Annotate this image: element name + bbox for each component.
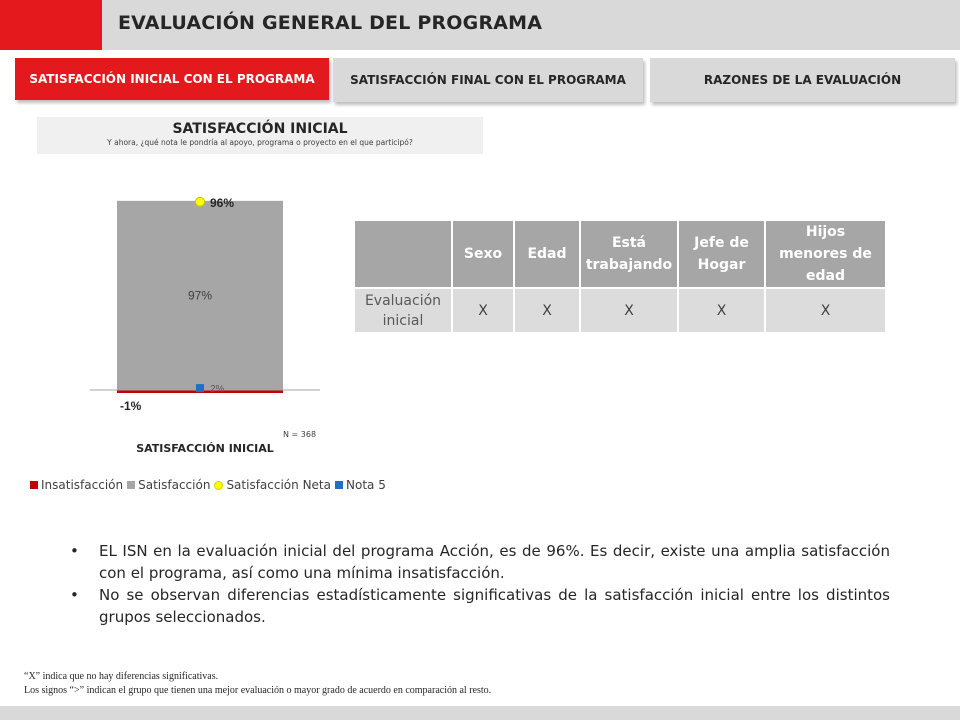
table-header-jefe-hogar: Jefe de Hogar — [678, 221, 765, 288]
legend-swatch — [214, 481, 223, 490]
legend-label: Satisfacción Neta — [226, 478, 331, 492]
legend-item-satisfaccion-neta — [214, 478, 331, 492]
data-label-satisfaccion-neta: 96% — [210, 195, 235, 210]
table-header-sexo: Sexo — [452, 221, 514, 288]
table-row — [355, 288, 885, 332]
tab-satisfaccion-inicial[interactable]: SATISFACCIÓN INICIAL CON EL PROGRAMA — [15, 58, 329, 100]
table-cell: X — [678, 288, 765, 332]
tab-satisfaccion-final[interactable]: SATISFACCIÓN FINAL CON EL PROGRAMA — [333, 58, 643, 102]
table-header-empty — [355, 221, 452, 288]
table-header-trabajando: Está trabajando — [580, 221, 678, 288]
data-label-insatisfaccion: -1% — [120, 399, 142, 413]
legend-item-insatisfaccion — [30, 478, 123, 492]
table-row-label: Evaluación inicial — [355, 288, 452, 332]
table-cell: X — [580, 288, 678, 332]
legend-swatch — [127, 481, 135, 489]
table-header-edad: Edad — [514, 221, 580, 288]
finding-text: EL ISN en la evaluación inicial del programa Acción, es de 96%. Es decir, existe una amplia satisfacción con el programa, así como una mínima insatisfacción. — [99, 542, 890, 582]
marker-nota-5 — [196, 384, 204, 392]
header-accent — [0, 0, 102, 50]
footnote-line: “X” indica que no hay diferencias significativas. — [24, 671, 219, 682]
list-item — [70, 540, 890, 584]
legend-label: Satisfacción — [138, 478, 211, 492]
section-subtitle: Y ahora, ¿qué nota le pondría al apoyo, programa o proyecto en el que participó? — [107, 138, 413, 147]
table-header-row — [355, 221, 885, 288]
legend-swatch — [335, 481, 343, 489]
table-header-hijos: Hijos menores de edad — [765, 221, 885, 288]
chart-category-label: SATISFACCIÓN INICIAL — [136, 442, 274, 455]
footnote-line: Los signos “>” indican el grupo que tienen una mejor evaluación o mayor grado de acuerdo en comparación al resto. — [24, 685, 492, 696]
table-cell: X — [765, 288, 885, 332]
significance-table — [355, 221, 885, 332]
list-item — [70, 584, 890, 628]
bullet-icon: • — [70, 586, 79, 604]
tab-razones-evaluacion[interactable]: RAZONES DE LA EVALUACIÓN — [650, 58, 955, 102]
table-cell: X — [514, 288, 580, 332]
legend-label: Insatisfacción — [41, 478, 124, 492]
bullet-icon: • — [70, 542, 79, 560]
satisfaction-chart — [80, 180, 340, 420]
chart-legend — [30, 478, 390, 492]
marker-satisfaccion-neta — [196, 197, 205, 206]
page-title: EVALUACIÓN GENERAL DEL PROGRAMA — [118, 12, 543, 34]
data-label-satisfaccion: 97% — [187, 288, 213, 303]
sample-size-label: N = 368 — [283, 430, 317, 439]
legend-label: Nota 5 — [346, 478, 386, 492]
finding-text: No se observan diferencias estadísticamente significativas de la satisfacción inicial entre los distintos grupos seleccionados. — [99, 586, 890, 626]
table-cell: X — [452, 288, 514, 332]
legend-swatch — [30, 481, 38, 489]
findings-list — [70, 540, 890, 628]
legend-item-satisfaccion — [127, 478, 210, 492]
data-label-nota-5: 2% — [210, 384, 225, 396]
section-title: SATISFACCIÓN INICIAL — [172, 121, 348, 137]
section-header — [37, 117, 483, 154]
legend-item-nota-5 — [335, 478, 386, 492]
footer-bar — [0, 706, 960, 720]
footnote — [24, 670, 491, 698]
